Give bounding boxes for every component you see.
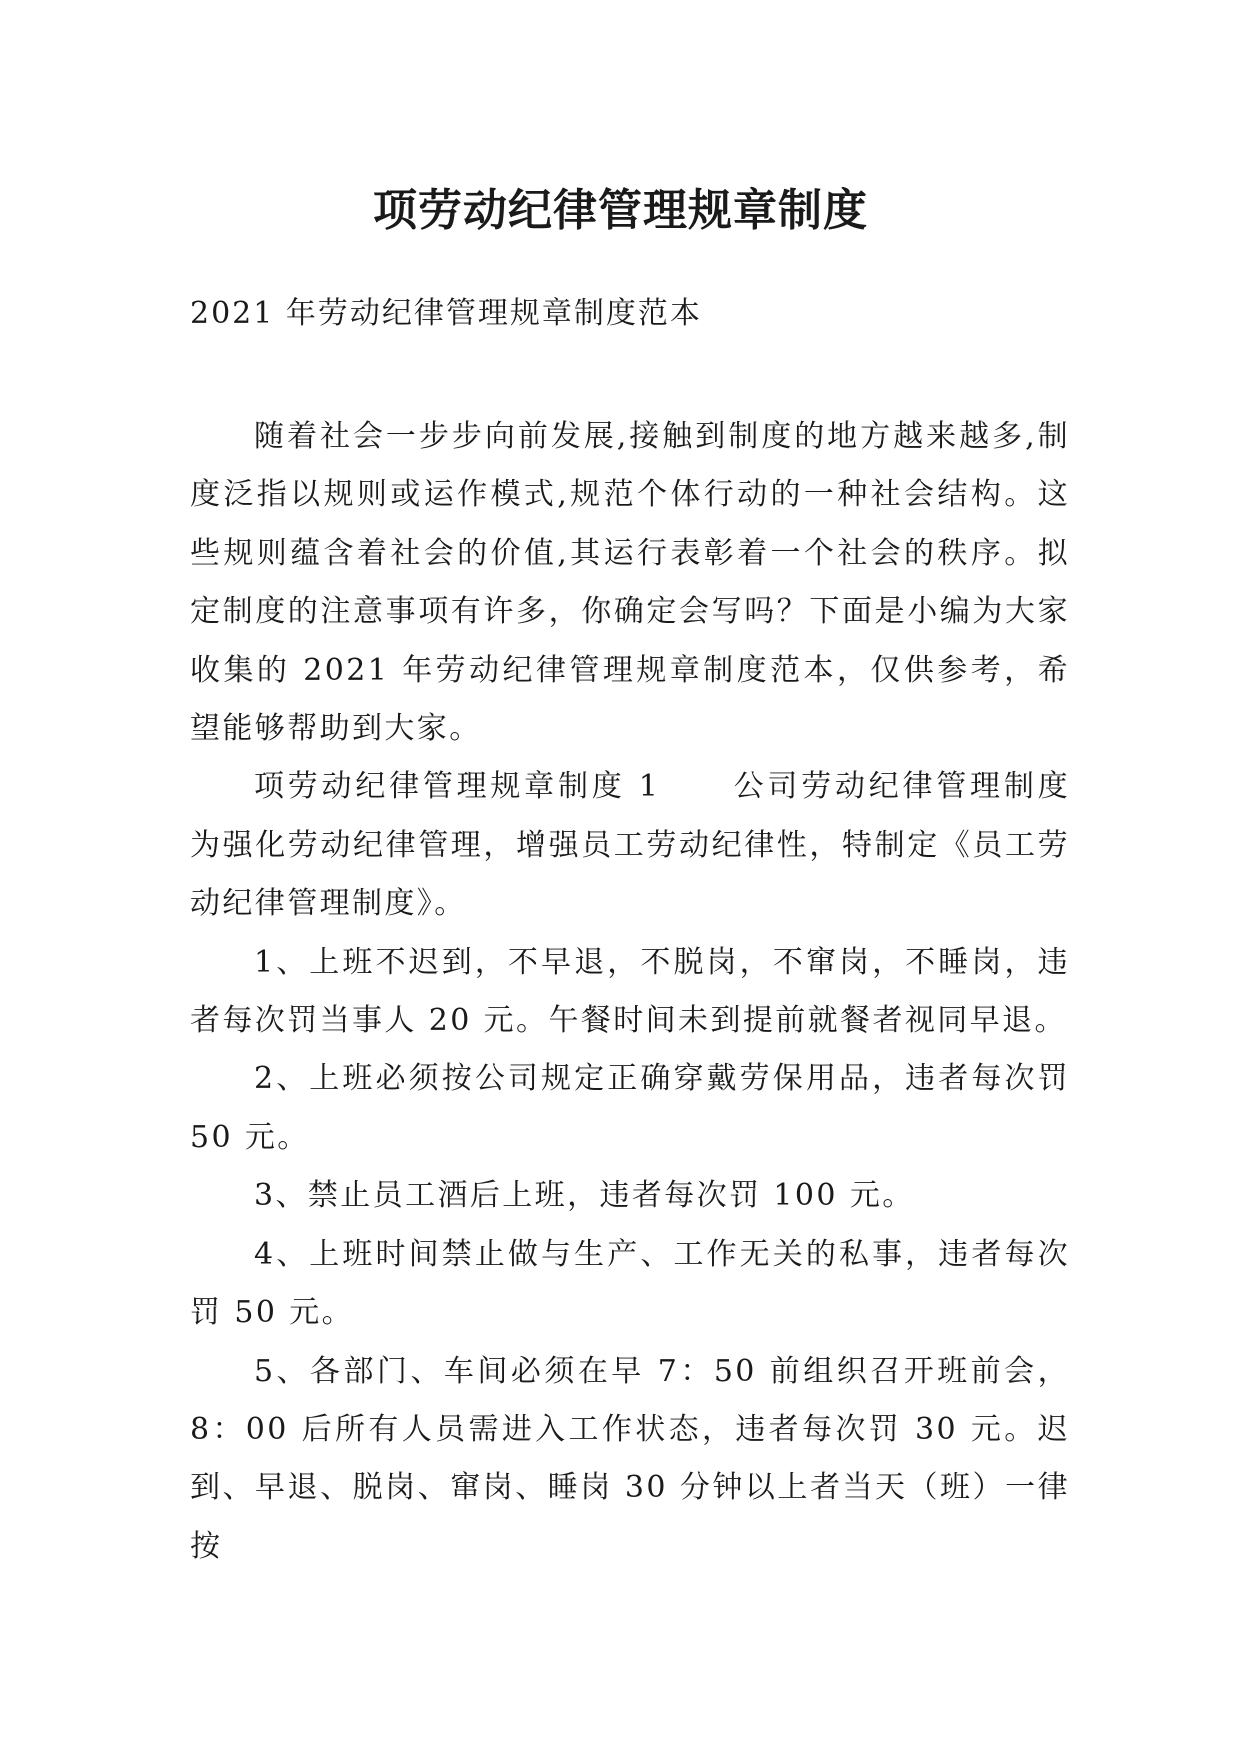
rule-item-4: 4、上班时间禁止做与生产、工作无关的私事，违者每次罚 50 元。 [190,1236,1070,1331]
rule-item-3: 3、禁止员工酒后上班，违者每次罚 100 元。 [254,1178,915,1214]
rule-item-2: 2、上班必须按公司规定正确穿戴劳保用品，违者每次罚 50 元。 [190,1061,1070,1155]
section-intro: 公司劳动纪律管理制度为强化劳动纪律管理，增强员工劳动纪律性，特制定《员工劳动纪律管理制度》。 [190,769,1070,922]
rule-item-1: 1、上班不迟到，不早退，不脱岗，不窜岗，不睡岗，违者每次罚当事人 20 元。午餐时间未到提前就餐者视同早退。 [190,944,1070,1039]
section-heading: 项劳动纪律管理规章制度 1 [254,769,661,805]
document-title: 项劳动纪律管理规章制度 [373,185,868,237]
intro-paragraph: 随着社会一步步向前发展,接触到制度的地方越来越多,制度泛指以规则或运作模式,规范个体行动的一种社会结构。这些规则蕴含着社会的价值,其运行表彰着一个社会的秩序。拟定制度的注意事项有许多，你确定会写吗？下面是小编为大家收集的 2021 年劳动纪律管理规章制度范本，仅供参考，希望能够帮助到大家。 [190,419,1070,747]
rule-item-5: 5、各部门、车间必须在早 7：50 前组织召开班前会，8：00 后所有人员需进入工作状态，违者每次罚 30 元。迟到、早退、脱岗、窜岗、睡岗 30 分钟以上者当天（班）一律按 [190,1353,1070,1564]
section-paragraph [190,758,1070,933]
document-subtitle: 2021 年劳动纪律管理规章制度范本 [190,296,702,331]
document-body [190,408,1070,1576]
